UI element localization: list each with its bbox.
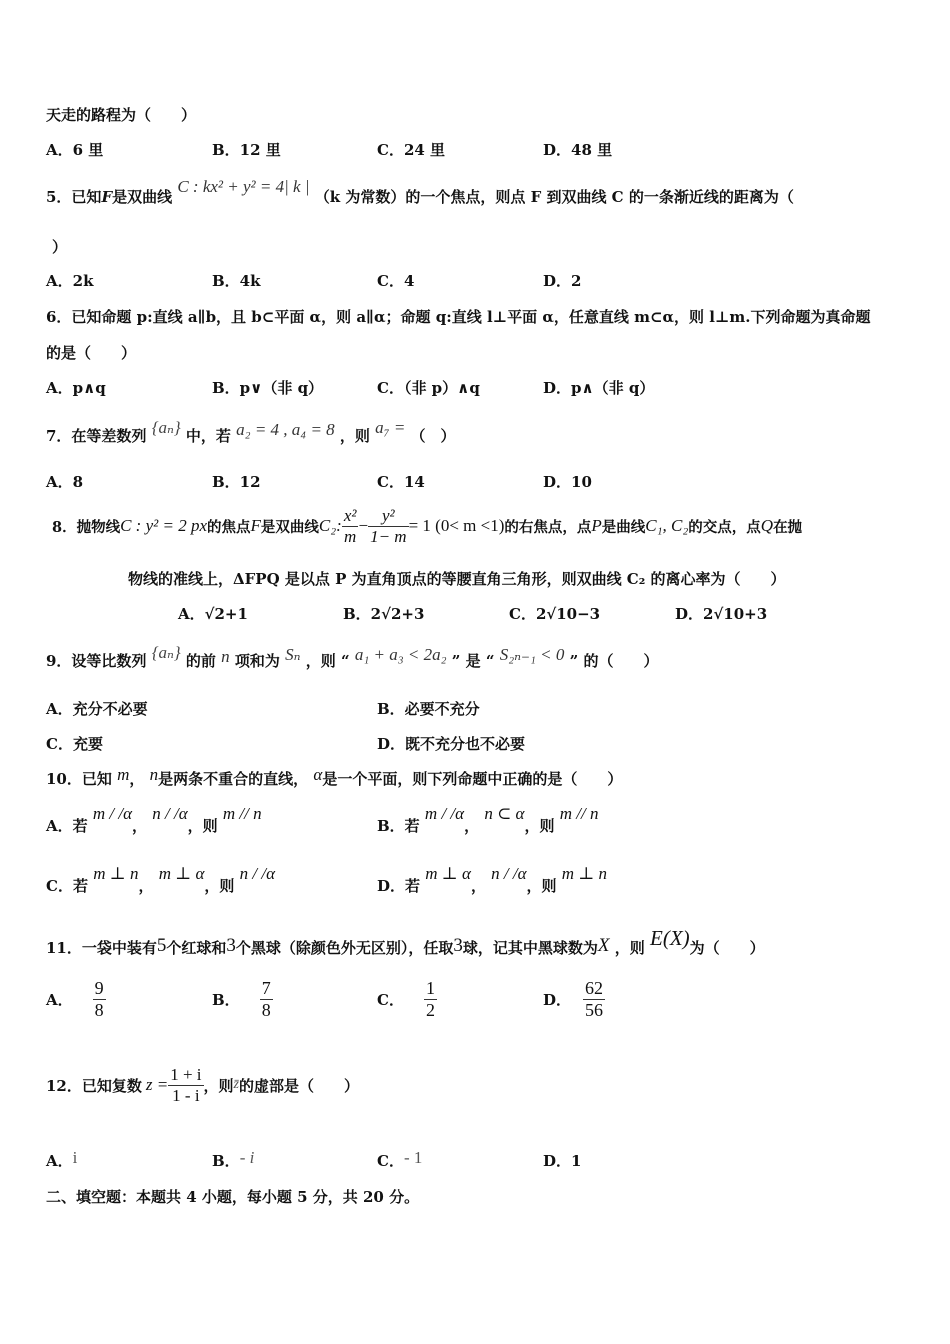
q7-prefix: 7．在等差数列: [46, 427, 147, 445]
question-11: [46, 926, 765, 959]
question-6-line2: 的是（ ）: [46, 344, 137, 362]
q10-d-c2: n / /α: [491, 864, 527, 883]
q7-condition: a₂ = 4 , a₄ = 8: [236, 420, 335, 439]
q10-option-b: B．若 m / /α， n ⊂ α，则 m // n: [377, 804, 599, 835]
q9-prefix: 9．设等比数列: [46, 652, 147, 670]
q10-c-label: C．若: [46, 877, 88, 895]
q10-n: n: [149, 765, 159, 784]
q11-option-d: [543, 978, 605, 1020]
q8-option-d: D．2√10+3: [675, 605, 768, 623]
q12-d-val: 1: [571, 1152, 582, 1170]
question-5: [46, 177, 794, 207]
q6-option-c: C．（非 p）∧q: [377, 379, 480, 397]
q8-option-c: C．2√10−3: [509, 605, 601, 623]
q8-f: F: [250, 516, 261, 536]
q12-option-b: [212, 1150, 254, 1171]
q9-mid1: 的前: [185, 652, 216, 670]
q10-a-label: A．若: [46, 817, 88, 835]
q11-a-fraction: [93, 978, 106, 1020]
q12-zbar: z̄: [233, 1077, 239, 1093]
q11-b-den: 8: [261, 999, 271, 1020]
q10-d-c3: m ⊥ n: [561, 864, 608, 883]
q12-den: 1 - i: [172, 1085, 200, 1105]
q5-prefix: 5．已知: [46, 188, 102, 206]
q12-fraction: [168, 1065, 203, 1105]
q12-d-label: D．: [543, 1152, 572, 1170]
q11-a-den: 8: [94, 999, 104, 1020]
q12-prefix: 12．已知复数: [46, 1076, 142, 1095]
q8-option-b: B．2√2+3: [343, 605, 425, 623]
q6-option-b: B．p∨（非 q）: [212, 379, 324, 397]
q11-three2: 3: [453, 935, 463, 956]
q4-option-d: D．48 里: [543, 141, 613, 159]
q12-c-val: - 1: [403, 1148, 423, 1167]
question-10: [46, 765, 623, 789]
q11-ex: E(X): [650, 926, 690, 950]
q8-hyperbola-name: C₂:: [318, 516, 342, 536]
q11-c-fraction: [424, 978, 437, 1020]
q12-num: 1 + i: [170, 1065, 202, 1084]
q8-mid4: 是曲线: [601, 518, 646, 536]
q9-option-a: A．充分不必要: [46, 700, 148, 718]
q9-option-d: D．既不充分也不必要: [377, 735, 526, 753]
section-2-heading: 二、填空题：本题共 4 小题，每小题 5 分，共 20 分。: [46, 1188, 420, 1206]
q10-a-then: ，则: [187, 817, 218, 835]
q10-option-d: D．若 m ⊥ α， n / /α，则 m ⊥ n: [377, 864, 608, 895]
q5-formula: C : kx² + y² = 4| k |: [177, 177, 310, 196]
q11-b-num: 7: [261, 978, 271, 998]
q11-a-num: 9: [94, 978, 104, 998]
q10-d-c1: m ⊥ α: [425, 864, 471, 883]
q8-mid1: 的焦点: [207, 518, 251, 536]
q8-curves: C₁, C₂: [645, 516, 689, 536]
q9-s: Sₙ: [285, 645, 301, 664]
q12-b-val: - i: [239, 1148, 255, 1167]
q4-option-b: B．12 里: [212, 141, 281, 159]
q9-mid2: 项和为: [234, 652, 280, 670]
q11-mid2: 个黑球（除颜色外无区别），任取: [235, 939, 454, 957]
q11-mid3: 球，记其中黑球数为: [462, 939, 598, 957]
q12-z: z =: [145, 1075, 169, 1095]
q10-a-c1: m / /α: [92, 804, 133, 823]
q5-option-c: C．4: [377, 272, 415, 290]
q12-a-label: A．: [46, 1152, 73, 1170]
q8-q: Q: [760, 516, 774, 536]
q12-option-a: [46, 1150, 77, 1171]
q8-prefix: 8．抛物线: [52, 518, 121, 536]
q9-mid5: ” 的（ ）: [569, 652, 659, 670]
q10-c-c1: m ⊥ n: [93, 864, 139, 883]
q11-prefix: 11．一袋中装有: [46, 939, 157, 957]
q10-prefix: 10．已知: [46, 770, 112, 788]
q8-mid2: 是双曲线: [260, 518, 319, 536]
question-8-line1: [52, 506, 802, 546]
q5-option-a: A．2k: [46, 272, 94, 290]
q10-sep: ，: [129, 770, 145, 788]
q10-b-then: ，则: [524, 817, 555, 835]
q11-c-label: C．: [377, 990, 404, 1009]
q10-b-label: B．若: [377, 817, 420, 835]
q10-suffix: 是一个平面，则下列命题中正确的是（ ）: [322, 770, 623, 788]
q5-close: ）: [52, 238, 68, 256]
q8-frac2-den: 1− m: [370, 526, 407, 546]
q11-mid1: 个红球和: [166, 939, 227, 957]
q11-mid4: ，则: [614, 939, 645, 957]
q8-mid5: 的交点，点: [688, 518, 761, 536]
q10-c-c3: n / /α: [239, 864, 275, 883]
q11-option-c: [377, 978, 437, 1020]
q10-d-label: D．若: [377, 877, 421, 895]
q10-c-then: ，则: [204, 877, 235, 895]
q7-option-c: C．14: [377, 473, 425, 491]
q9-mid3: ，则 “: [305, 652, 350, 670]
q12-option-d: [543, 1150, 581, 1171]
q7-mid: 中，若: [185, 427, 231, 445]
q7-target: a₇ =: [375, 418, 406, 437]
q8-mid3: 的右焦点，点: [504, 518, 592, 536]
q10-d-then: ，则: [526, 877, 557, 895]
q12-mid: ，则: [203, 1076, 234, 1095]
q5-f: F: [101, 188, 113, 206]
q11-c-num: 1: [425, 978, 435, 998]
q7-option-b: B．12: [212, 473, 261, 491]
q11-suffix: 为（ ）: [689, 939, 765, 957]
question-8-line2: 物线的准线上，ΔFPQ 是以点 P 为直角顶点的等腰直角三角形，则双曲线 C₂ 的离心率为（ ）: [128, 570, 786, 588]
q9-mid4: ” 是 “: [451, 652, 495, 670]
q8-mid6: 在抛: [773, 518, 803, 536]
q11-c-den: 2: [425, 999, 435, 1020]
q6-option-a: A．p∧q: [46, 379, 106, 397]
q10-b-c2: n ⊂ α: [484, 804, 525, 823]
q11-d-den: 56: [585, 999, 604, 1020]
question-6-line1: 6．已知命题 p:直线 a∥b，且 b⊂平面 α，则 a∥α；命题 q:直线 l⊥平面 α，任意直线 m⊂α，则 l⊥m.下列命题为真命题: [46, 308, 871, 326]
q12-option-c: [377, 1150, 422, 1171]
q7-then: ，则: [339, 427, 370, 445]
q5-option-d: D．2: [543, 272, 582, 290]
q10-option-a: A．若 m / /α， n / /α，则 m // n: [46, 804, 262, 835]
q10-b-c1: m / /α: [424, 804, 465, 823]
q8-frac-y: [368, 506, 409, 546]
q4-option-a: A．6 里: [46, 141, 104, 159]
q12-c-label: C．: [377, 1152, 404, 1170]
q12-suffix: 的虚部是（ ）: [239, 1076, 360, 1095]
q7-sequence: {aₙ}: [151, 418, 181, 437]
q8-frac-x: [342, 506, 359, 546]
question-9: [46, 643, 659, 671]
q8-frac1-num: x²: [343, 506, 357, 525]
q9-option-c: C．充要: [46, 735, 103, 753]
q9-cond1: a₁ + a₃ < 2a₂: [354, 645, 447, 664]
q8-option-a: A．√2+1: [178, 605, 248, 623]
q11-option-a: [46, 978, 106, 1020]
question-12: [46, 1065, 359, 1105]
q5-option-b: B．4k: [212, 272, 261, 290]
q8-frac1-den: m: [344, 526, 357, 546]
q8-p: P: [591, 516, 602, 536]
q8-frac2-num: y²: [382, 506, 395, 525]
q5-suffix: （k 为常数）的一个焦点，则点 F 到双曲线 C 的一条渐近线的距离为（: [314, 188, 794, 206]
q11-three: 3: [226, 935, 236, 956]
q7-close: （ ）: [410, 427, 456, 445]
q10-mid: 是两条不重合的直线，: [158, 770, 309, 788]
q7-option-d: D．10: [543, 473, 592, 491]
q11-option-b: [212, 978, 273, 1020]
q11-x: X: [597, 935, 610, 956]
q8-eq-tail: = 1 (0< m <1): [408, 516, 505, 536]
q8-parabola: C : y² = 2 px: [120, 516, 208, 536]
q4-option-c: C．24 里: [377, 141, 446, 159]
q10-m: m: [117, 765, 130, 784]
q10-b-c3: m // n: [559, 804, 599, 823]
q9-cond2: S₂ₙ₋₁ < 0: [499, 645, 565, 664]
q9-sequence: {aₙ}: [151, 643, 181, 662]
q12-a-val: i: [72, 1148, 78, 1167]
q11-b-fraction: [260, 978, 273, 1020]
q5-mid: 是双曲线: [112, 188, 173, 206]
q7-option-a: A．8: [46, 473, 84, 491]
question-7: [46, 418, 456, 446]
q9-n: n: [221, 647, 230, 666]
q9-option-b: B．必要不充分: [377, 700, 480, 718]
q11-a-label: A．: [46, 990, 73, 1009]
q10-c-c2: m ⊥ α: [158, 864, 205, 883]
q12-b-label: B．: [212, 1152, 240, 1170]
q10-a-c3: m // n: [222, 804, 262, 823]
q11-five: 5: [156, 935, 167, 956]
q10-option-c: C．若 m ⊥ n， m ⊥ α，则 n / /α: [46, 864, 275, 895]
q10-alpha: α: [313, 765, 323, 784]
q11-d-label: D．: [543, 990, 572, 1009]
q10-a-c2: n / /α: [152, 804, 188, 823]
q8-minus: −: [358, 516, 369, 536]
question-4-tail: 天走的路程为（ ）: [46, 106, 197, 124]
q6-option-d: D．p∧（非 q）: [543, 379, 655, 397]
q11-b-label: B．: [212, 990, 240, 1009]
q11-d-num: 62: [585, 978, 604, 998]
q11-d-fraction: [583, 978, 605, 1020]
